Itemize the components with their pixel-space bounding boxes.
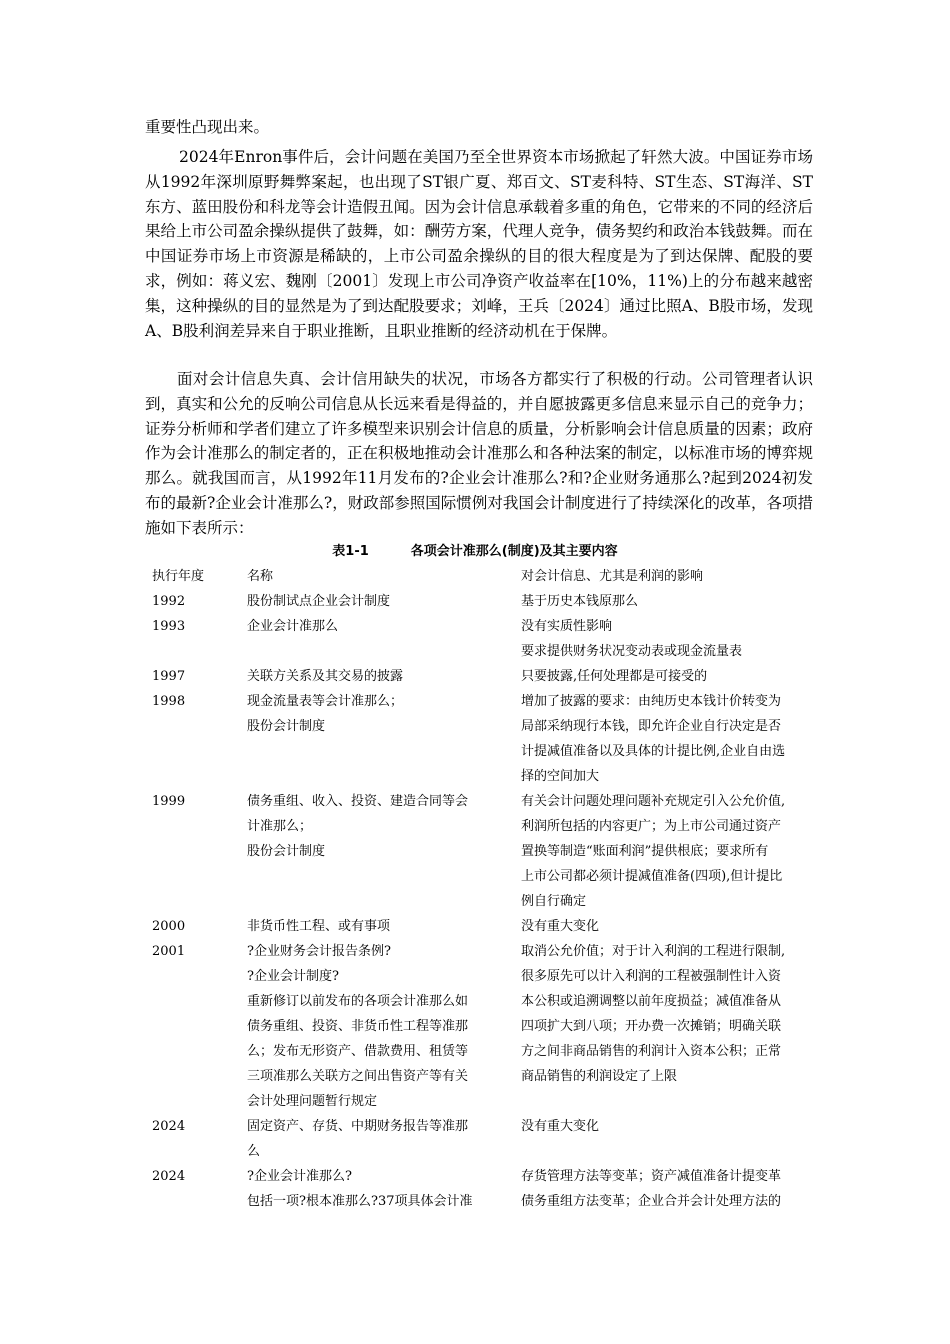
name-cell (247, 939, 509, 1114)
effect-line: 只要披露,任何处理都是可接受的 (521, 669, 708, 684)
paragraph-enron: 2024年Enron事件后，会计问题在美国乃至全世界资本市场掀起了轩然大波。中国证券市场从1992年深圳原野舞弊案起，也出现了ST银广夏、郑百文、ST麦科特、ST生态、ST海洋、ST东方、蓝田股份和科龙等会计造假丑闻。因为会计信息承载着多重的角色，它带来的不同的经济后果给上市公司盈余操纵提供了鼓舞，如：酬劳方案，代理人竞争，债务契约和政治本钱鼓舞。而在中国证券市场上市资源是稀缺的，上市公司盈余操纵的目的很大程度是为了到达保牌、配股的要求，例如：蒋义宏、魏刚〔2001〕发现上市公司净资产收益率在[10%，11%)上的分布越来越密集，这种操纵的目的显然是为了到达配股要求；刘峰，王兵〔2024〕通过比照A、B股市场，发现A、B股利润差异来自于职业推断，且职业推断的经济动机在于保牌。 (145, 148, 813, 340)
standards-table (152, 564, 822, 1214)
name-line: 股份制试点企业会计制度 (247, 594, 391, 609)
effect-line: 很多原先可以计入利润的工程被强制性计入资 (521, 969, 782, 984)
effect-line: 例自行确定 (521, 894, 587, 909)
name-line: 会计处理问题暂行规定 (247, 1094, 378, 1109)
effect-line: 置换等制造“账面利润”提供根底；要求所有 (521, 844, 769, 859)
effect-line: 商品销售的利润设定了上限 (521, 1069, 678, 1084)
table-row (152, 589, 822, 614)
name-cell (247, 914, 509, 939)
name-line: 股份会计制度 (247, 844, 326, 859)
effect-cell (521, 614, 821, 664)
effect-line: 利润所包括的内容更广；为上市公司通过资产 (521, 819, 782, 834)
name-line: 计准那么； (247, 819, 313, 834)
name-line: 么；发布无形资产、借款费用、租赁等 (247, 1044, 469, 1059)
effect-cell (521, 1164, 821, 1214)
year-cell: 2024 (152, 1119, 186, 1134)
effect-line: 上市公司都必须计提减值准备(四项),但计提比 (521, 869, 783, 884)
table-row (152, 689, 822, 789)
effect-cell (521, 789, 821, 914)
year-cell: 2024 (152, 1169, 186, 1184)
name-line: ?企业会计制度? (247, 969, 339, 984)
table-caption-title: 各项会计准那么(制度)及其主要内容 (410, 544, 618, 559)
effect-cell (521, 939, 821, 1089)
name-cell (247, 1114, 509, 1164)
column-header: 对会计信息、尤其是利润的影响 (521, 569, 704, 584)
effect-cell (521, 914, 821, 939)
table-row (152, 664, 822, 689)
paragraph-market-actions: 面对会计信息失真、会计信用缺失的状况，市场各方都实行了积极的行动。公司管理者认识到，真实和公允的反响公司信息从长远来看是得益的，并自愿披露更多信息来显示自己的竞争力；证券分析师和学者们建立了许多模型来识别会计信息的质量，分析影响会计信息质量的因素；政府作为会计准那么的制定者的，正在积极地推动会计准那么和各种法案的制定，以标准市场的博弈规那么。就我国而言，从1992年11月发布的?企业会计准那么?和?企业财务通那么?起到2024初发布的最新?企业会计准那么?，财政部参照国际惯例对我国会计制度进行了持续深化的改革，各项措施如下表所示： (145, 370, 813, 537)
name-cell (247, 789, 509, 864)
name-line: 企业会计准那么 (247, 619, 339, 634)
table-row (152, 789, 822, 914)
effect-line: 基于历史本钱原那么 (521, 594, 639, 609)
effect-line: 增加了披露的要求：由纯历史本钱计价转变为 (521, 694, 782, 709)
table-row (152, 1114, 822, 1164)
effect-cell (521, 664, 821, 689)
year-cell: 2000 (152, 919, 186, 934)
table-header-row (152, 564, 822, 589)
table-caption-number: 表1-1 (332, 544, 369, 559)
name-line: 重新修订以前发布的各项会计准那么如 (247, 994, 469, 1009)
name-line: 债务重组、收入、投资、建造合同等会 (247, 794, 469, 809)
table-row (152, 914, 822, 939)
year-cell: 1998 (152, 694, 186, 709)
name-line: 固定资产、存货、中期财务报告等准那 (247, 1119, 469, 1134)
column-header: 执行年度 (152, 569, 205, 584)
effect-line: 择的空间加大 (521, 769, 600, 784)
effect-line: 方之间非商品销售的利润计入资本公积；正常 (521, 1044, 782, 1059)
effect-cell (521, 1114, 821, 1139)
name-line: ?企业会计准那么? (247, 1169, 352, 1184)
year-cell: 1993 (152, 619, 186, 634)
name-cell (247, 1164, 509, 1214)
year-cell: 2001 (152, 944, 186, 959)
name-line: 现金流量表等会计准那么； (247, 694, 404, 709)
table-row (152, 1164, 822, 1214)
column-header: 名称 (247, 569, 274, 584)
name-line: 非货币性工程、或有事项 (247, 919, 391, 934)
effect-line: 四项扩大到八项；开办费一次摊销；明确关联 (521, 1019, 782, 1034)
paragraph-intro-tail: 重要性凸现出来。 (145, 118, 270, 136)
name-line: 三项准那么关联方之间出售资产等有关 (247, 1069, 469, 1084)
table-row (152, 939, 822, 1114)
year-cell: 1992 (152, 594, 186, 609)
effect-line: 本公积或追溯调整以前年度损益；减值准备从 (521, 994, 782, 1009)
name-line: 么 (247, 1144, 261, 1159)
name-cell (247, 614, 509, 639)
name-line: 股份会计制度 (247, 719, 326, 734)
name-cell (247, 689, 509, 739)
effect-line: 没有实质性影响 (521, 619, 613, 634)
name-cell (247, 589, 509, 614)
effect-line: 没有重大变化 (521, 919, 600, 934)
name-cell (247, 664, 509, 689)
name-line: 包括一项?根本准那么?37项具体会计准 (247, 1194, 473, 1209)
effect-line: 有关会计问题处理问题补充规定引入公允价值, (521, 794, 786, 809)
name-line: 关联方关系及其交易的披露 (247, 669, 404, 684)
name-line: 债务重组、投资、非货币性工程等准那 (247, 1019, 469, 1034)
effect-line: 计提减值准备以及具体的计提比例,企业自由选 (521, 744, 786, 759)
name-line: ?企业财务会计报告条例? (247, 944, 391, 959)
effect-line: 没有重大变化 (521, 1119, 600, 1134)
table-row (152, 614, 822, 664)
effect-line: 债务重组方法变革；企业合并会计处理方法的 (521, 1194, 782, 1209)
table-caption (0, 540, 950, 559)
year-cell: 1999 (152, 794, 186, 809)
effect-line: 取消公允价值；对于计入利润的工程进行限制, (521, 944, 786, 959)
effect-line: 局部采纳现行本钱，即允许企业自行决定是否 (521, 719, 782, 734)
effect-line: 要求提供财务状况变动表或现金流量表 (521, 644, 743, 659)
effect-cell (521, 589, 821, 614)
year-cell: 1997 (152, 669, 186, 684)
effect-line: 存货管理方法等变革；资产减值准备计提变革 (521, 1169, 782, 1184)
effect-cell (521, 689, 821, 789)
